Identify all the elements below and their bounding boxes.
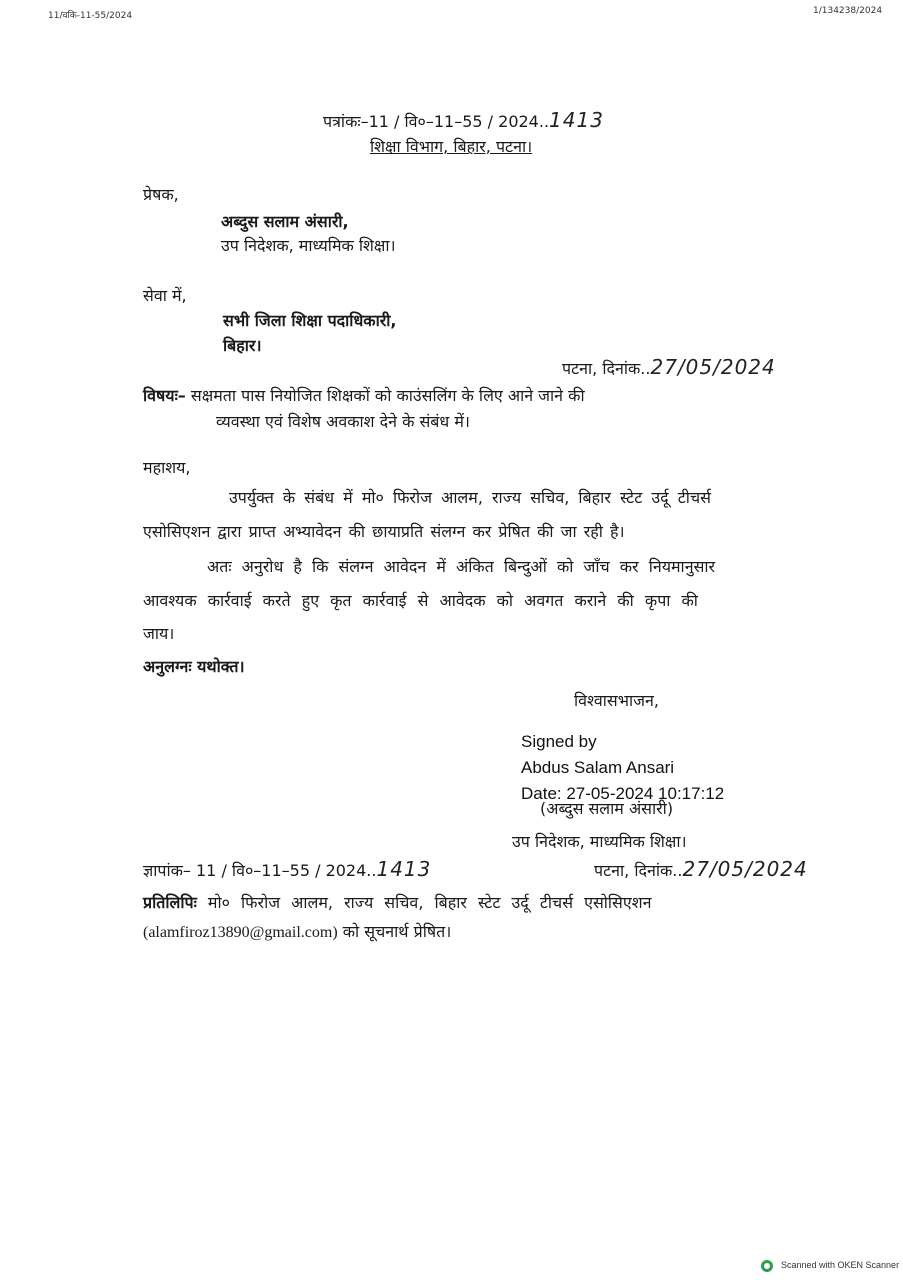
digital-signature-line-3: Date: 27-05-2024 10:17:12 bbox=[521, 784, 725, 803]
memo-ref-prefix: ज्ञापांक– 11 / वि०–11–55 / 2024.. bbox=[143, 861, 377, 880]
sender-name: अब्दुस सलाम अंसारी, bbox=[221, 212, 349, 231]
scanner-logo-icon bbox=[761, 1260, 773, 1272]
recipient-label: सेवा में, bbox=[143, 286, 187, 305]
para1-line2: एसोसिएशन द्वारा प्राप्त अभ्यावेदन की छायाप्रति संलग्न कर प्रेषित की जा रही है। bbox=[143, 522, 625, 541]
signatory-designation: उप निदेशक, माध्यमिक शिक्षा। bbox=[512, 832, 687, 851]
copy-label: प्रतिलिपिः bbox=[143, 893, 197, 912]
top-right-reference: 1/134238/2024 bbox=[813, 6, 883, 16]
subject-line-1: सक्षमता पास नियोजित शिक्षकों को काउंसलिंग के लिए आने जाने की bbox=[190, 386, 585, 405]
memo-date-handwritten: 27/05/2024 bbox=[682, 857, 808, 881]
letter-ref-prefix: पत्रांकः–11 / वि०–11–55 / 2024.. bbox=[323, 112, 550, 131]
scanner-watermark: Scanned with OKEN Scanner bbox=[781, 1260, 900, 1270]
letter-reference bbox=[323, 108, 604, 132]
para2-line2: आवश्यक कार्रवाई करते हुए कृत कार्रवाई से आवेदक को अवगत कराने की कृपा की bbox=[143, 591, 698, 610]
salutation: महाशय, bbox=[143, 458, 191, 477]
para2-line1: अतः अनुरोध है कि संलग्न आवेदन में अंकित बिन्दुओं को जाँच कर नियमानुसार bbox=[207, 557, 716, 576]
memo-ref-number: 1413 bbox=[376, 857, 432, 881]
letter-date bbox=[562, 355, 776, 379]
copy-line-2 bbox=[143, 920, 451, 942]
letter-date-prefix: पटना, दिनांक.. bbox=[562, 359, 651, 378]
enclosure: अनुलग्नः यथोक्त। bbox=[143, 657, 245, 676]
top-left-reference: 11/वकि-11-55/2024 bbox=[48, 11, 133, 21]
copy-email: (alamfiroz13890@gmail.com) bbox=[143, 924, 338, 941]
para2-line3: जाय। bbox=[143, 624, 175, 643]
signatory-name: (अब्दुस सलाम अंसारी) bbox=[540, 799, 674, 818]
subject-label: विषयः– bbox=[143, 386, 186, 405]
letter-ref-number: 1413 bbox=[549, 108, 604, 132]
subject bbox=[143, 384, 585, 406]
letter-date-handwritten: 27/05/2024 bbox=[650, 355, 776, 379]
sender-designation: उप निदेशक, माध्यमिक शिक्षा। bbox=[221, 236, 396, 255]
recipient-place: बिहार। bbox=[223, 336, 262, 355]
copy-line-2-text: को सूचनार्थ प्रेषित। bbox=[342, 922, 452, 941]
memo-date bbox=[594, 857, 808, 881]
para1-line1: उपर्युक्त के संबंध में मो० फिरोज आलम, राज्य सचिव, बिहार स्टेट उर्दू टीचर्स bbox=[229, 488, 711, 507]
digital-signature-line-1: Signed by bbox=[521, 732, 597, 751]
recipient-name: सभी जिला शिक्षा पदाधिकारी, bbox=[223, 311, 397, 330]
memo-date-prefix: पटना, दिनांक.. bbox=[594, 861, 683, 880]
digital-signature-line-2: Abdus Salam Ansari bbox=[521, 758, 675, 777]
copy-recipient: मो० फिरोज आलम, राज्य सचिव, बिहार स्टेट उर्दू टीचर्स एसोसिएशन bbox=[207, 893, 652, 912]
subject-line-2: व्यवस्था एवं विशेष अवकाश देने के संबंध में। bbox=[216, 412, 470, 431]
copy-line-1 bbox=[143, 891, 651, 913]
department-heading: शिक्षा विभाग, बिहार, पटना। bbox=[370, 137, 533, 156]
sender-label: प्रेषक, bbox=[143, 185, 179, 204]
memo-reference bbox=[143, 857, 431, 881]
closing: विश्वासभाजन, bbox=[574, 691, 659, 710]
